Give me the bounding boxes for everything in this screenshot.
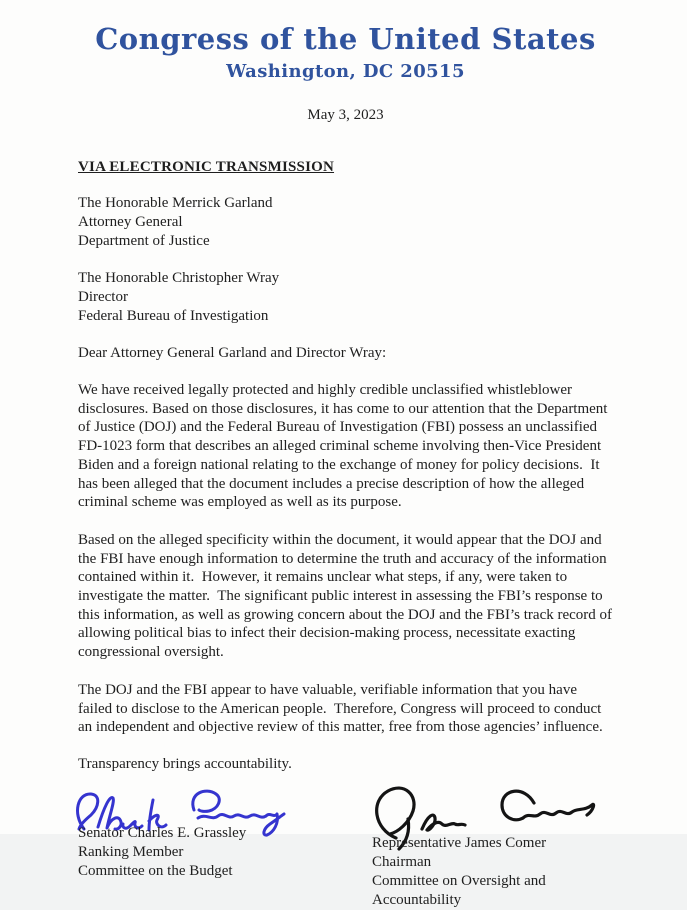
signer-committee: Committee on the Budget — [78, 862, 233, 879]
closing-line: Transparency brings accountability. — [78, 755, 292, 772]
letter-date: May 3, 2023 — [307, 107, 384, 123]
recipient-agency: Department of Justice — [78, 233, 210, 249]
signer-title: Ranking Member — [78, 843, 184, 860]
body-paragraph-1: We have received legally protected and highly credible unclassified whistleblower disclosures. Based on those disclosures, it has come to our attention that the Department of Justice (DOJ) and the Federal Bureau of Investigation (FBI) possess an unclassified FD-1023 form that describes an alleged criminal scheme involving then-Vice President Biden and a foreign national relating to the exchange of money for policy decisions. It has been alleged that the document includes a precise description of how the alleged criminal scheme was employed as well as its purpose. — [78, 382, 612, 511]
body-paragraph-2: Based on the alleged specificity within the document, it would appear that the DOJ and the FBI have enough information to determine the truth and accuracy of the information contained within it. However, it remains unclear what steps, if any, were taken to investigate the matter. The significant public interest in assessing the FBI’s response to this information, as well as growing concern about the DOJ and the FBI’s track record of allowing political bias to infect their decision-making process, necessitate exacting congressional oversight. — [78, 531, 616, 661]
signer-title: Chairman — [372, 853, 432, 870]
letterhead-subtitle: Washington, DC 20515 — [226, 61, 465, 82]
recipient-title: Attorney General — [78, 214, 183, 230]
signature-block-grassley — [78, 783, 372, 910]
signature-block-comer — [372, 783, 613, 910]
signer-committee: Committee on Oversight and Accountability — [372, 872, 546, 908]
body-paragraph-3: The DOJ and the FBI appear to have valuable, verifiable information that you have failed to disclose to the American people. Therefore, Congress will proceed to conduct an independent and objective review of this matter, free from those agencies’ influence. — [78, 681, 606, 736]
recipient-agency: Federal Bureau of Investigation — [78, 308, 269, 324]
letterhead — [78, 22, 613, 82]
delivery-method: VIA ELECTRONIC TRANSMISSION — [78, 159, 335, 175]
recipient-block-wray — [78, 269, 613, 326]
signature-row — [78, 783, 613, 910]
recipient-name: The Honorable Merrick Garland — [78, 195, 273, 211]
signer-name: Representative James Comer — [372, 834, 547, 851]
letterhead-title: Congress of the United States — [95, 22, 596, 56]
signer-name: Senator Charles E. Grassley — [78, 824, 247, 841]
recipient-name: The Honorable Christopher Wray — [78, 270, 280, 286]
recipient-block-garland — [78, 194, 613, 251]
salutation: Dear Attorney General Garland and Director Wray: — [78, 345, 387, 361]
recipient-title: Director — [78, 289, 128, 305]
